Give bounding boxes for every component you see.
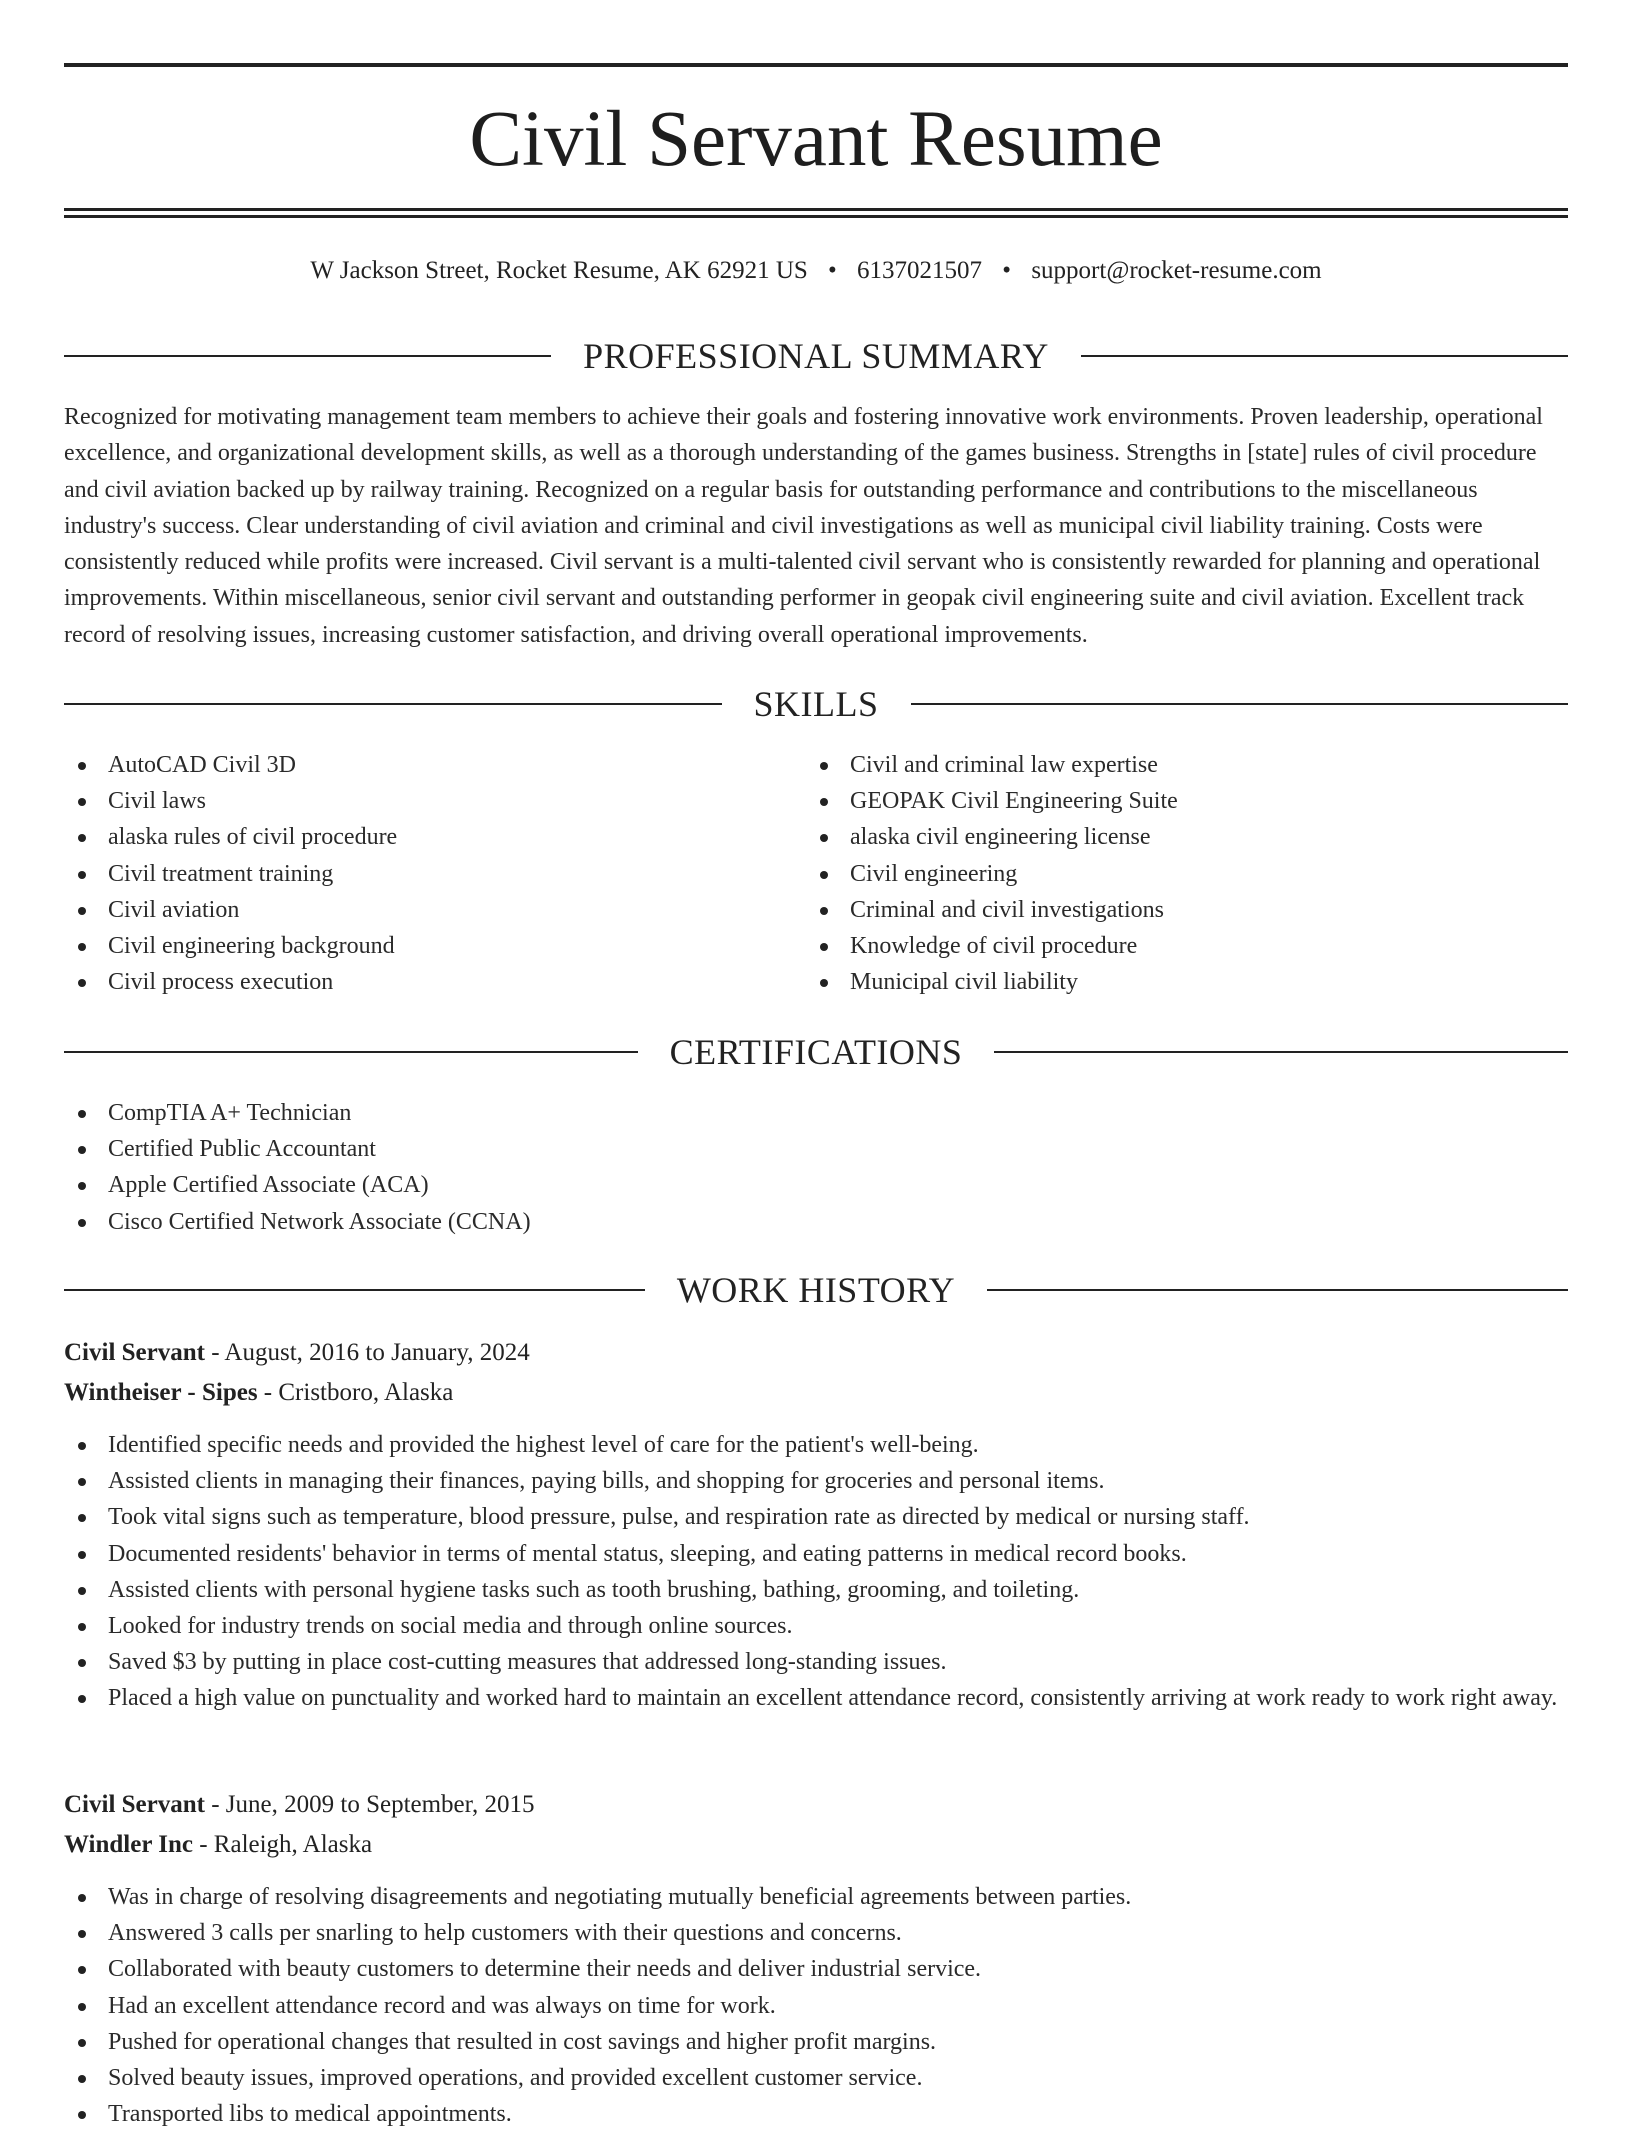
divider-line xyxy=(994,1051,1568,1053)
section-header-certifications xyxy=(64,1030,1568,1074)
divider-line xyxy=(64,1051,638,1053)
contact-separator: • xyxy=(828,257,837,284)
skill-item: GEOPAK Civil Engineering Suite xyxy=(806,783,1546,819)
job-duties-list xyxy=(64,1879,1568,2132)
resume-title: Civil Servant Resume xyxy=(469,96,1163,183)
job-duty-item: Was in charge of resolving disagreements and negotiating mutually beneficial agreements between parties. xyxy=(64,1879,1568,1915)
skill-item: alaska civil engineering license xyxy=(806,819,1546,855)
job-duty-item: Placed a high value on punctuality and worked hard to maintain an excellent attendance record, consistently arriving at work ready to work right away. xyxy=(64,1680,1568,1716)
job-duty-item: Saved $3 by putting in place cost-cutting measures that addressed long-standing issues. xyxy=(64,1644,1568,1680)
divider-line xyxy=(64,703,722,705)
job-duty-item: Took vital signs such as temperature, blood pressure, pulse, and respiration rate as directed by medical or nursing staff. xyxy=(64,1499,1568,1535)
contact-email: support@rocket-resume.com xyxy=(1031,257,1322,284)
skill-item: Civil laws xyxy=(64,783,764,819)
certification-item: Cisco Certified Network Associate (CCNA) xyxy=(64,1204,1568,1240)
job-title: Civil Servant xyxy=(64,1791,205,1818)
header-top-rule xyxy=(64,63,1568,67)
skill-item: alaska rules of civil procedure xyxy=(64,819,764,855)
job-duty-item: Assisted clients in managing their finances, paying bills, and shopping for groceries and personal items. xyxy=(64,1463,1568,1499)
header-bottom-rule xyxy=(64,208,1568,211)
job-location: - Cristboro, Alaska xyxy=(257,1379,454,1406)
divider-line xyxy=(1081,355,1568,357)
job-duty-item: Collaborated with beauty customers to determine their needs and deliver industrial service. xyxy=(64,1951,1568,1987)
section-header-summary xyxy=(64,334,1568,378)
job-duty-item: Transported libs to medical appointments. xyxy=(64,2096,1568,2132)
contact-line xyxy=(0,254,1632,288)
job-title-line xyxy=(64,1786,1568,1824)
job-dates: - August, 2016 to January, 2024 xyxy=(204,1339,530,1366)
skills-list-left xyxy=(64,747,764,1000)
job-duties-list xyxy=(64,1427,1568,1717)
professional-summary-text: Recognized for motivating management team members to achieve their goals and fostering innovative work environments. Proven leadership, operational excellence, and organizational development skills, as well as a thorough understanding of the games business. Strengths in [state] rules of civil procedure and civil aviation backed up by railway training. Recognized on a regular basis for outstanding performance and contributions to the miscellaneous industry's success. Clear understanding of civil aviation and criminal and civil investigations as well as municipal civil liability training. Costs were consistently reduced while profits were increased. Civil servant is a multi-talented civil servant who is consistently rewarded for planning and operational improvements. Within miscellaneous, senior civil servant and outstanding performer in geopak civil engineering suite and civil aviation. Excellent track record of resolving issues, increasing customer satisfaction, and driving overall operational improvements. xyxy=(64,404,1543,648)
job-company: Wintheiser - Sipes xyxy=(64,1379,258,1406)
job-duty-item: Looked for industry trends on social media and through online sources. xyxy=(64,1608,1568,1644)
certification-item: Apple Certified Associate (ACA) xyxy=(64,1167,1568,1203)
skill-item: AutoCAD Civil 3D xyxy=(64,747,764,783)
job-duty-item: Documented residents' behavior in terms of mental status, sleeping, and eating patterns in medical record books. xyxy=(64,1536,1568,1572)
skill-item: Civil treatment training xyxy=(64,856,764,892)
skill-item: Municipal civil liability xyxy=(806,964,1546,1000)
job-duty-item: Assisted clients with personal hygiene tasks such as tooth brushing, bathing, grooming, and toileting. xyxy=(64,1572,1568,1608)
certification-item: Certified Public Accountant xyxy=(64,1131,1568,1167)
certifications-list xyxy=(64,1095,1568,1240)
job-company-line xyxy=(64,1374,1568,1412)
job-title-line xyxy=(64,1334,1568,1372)
skills-list-right xyxy=(806,747,1546,1000)
job-duty-item: Pushed for operational changes that resulted in cost savings and higher profit margins. xyxy=(64,2024,1568,2060)
skill-item: Civil engineering xyxy=(806,856,1546,892)
section-title-skills: SKILLS xyxy=(753,684,879,724)
job-location: - Raleigh, Alaska xyxy=(192,1831,373,1858)
skill-item: Criminal and civil investigations xyxy=(806,892,1546,928)
job-duty-item: Had an excellent attendance record and was always on time for work. xyxy=(64,1988,1568,2024)
section-title-certifications: CERTIFICATIONS xyxy=(669,1032,963,1072)
job-duty-item: Solved beauty issues, improved operations, and provided excellent customer service. xyxy=(64,2060,1568,2096)
job-title: Civil Servant xyxy=(64,1339,205,1366)
divider-line xyxy=(64,1289,645,1291)
header-bottom-rule-inner xyxy=(64,215,1568,218)
certification-item: CompTIA A+ Technician xyxy=(64,1095,1568,1131)
skill-item: Knowledge of civil procedure xyxy=(806,928,1546,964)
job-dates: - June, 2009 to September, 2015 xyxy=(204,1791,535,1818)
skill-item: Civil and criminal law expertise xyxy=(806,747,1546,783)
contact-address: W Jackson Street, Rocket Resume, AK 62921 US xyxy=(310,257,808,284)
divider-line xyxy=(987,1289,1568,1291)
section-header-work-history xyxy=(64,1268,1568,1312)
contact-separator: • xyxy=(1002,257,1012,284)
skill-item: Civil aviation xyxy=(64,892,764,928)
job-duty-item: Answered 3 calls per snarling to help customers with their questions and concerns. xyxy=(64,1915,1568,1951)
skill-item: Civil process execution xyxy=(64,964,764,1000)
divider-line xyxy=(64,355,551,357)
job-duty-item: Identified specific needs and provided the highest level of care for the patient's well-being. xyxy=(64,1427,1568,1463)
divider-line xyxy=(911,703,1569,705)
job-company: Windler Inc xyxy=(64,1831,193,1858)
section-header-skills xyxy=(64,682,1568,726)
contact-phone: 6137021507 xyxy=(857,257,983,284)
job-company-line xyxy=(64,1826,1568,1864)
section-title-work-history: WORK HISTORY xyxy=(676,1270,956,1310)
skill-item: Civil engineering background xyxy=(64,928,764,964)
section-title-summary: PROFESSIONAL SUMMARY xyxy=(583,336,1049,376)
